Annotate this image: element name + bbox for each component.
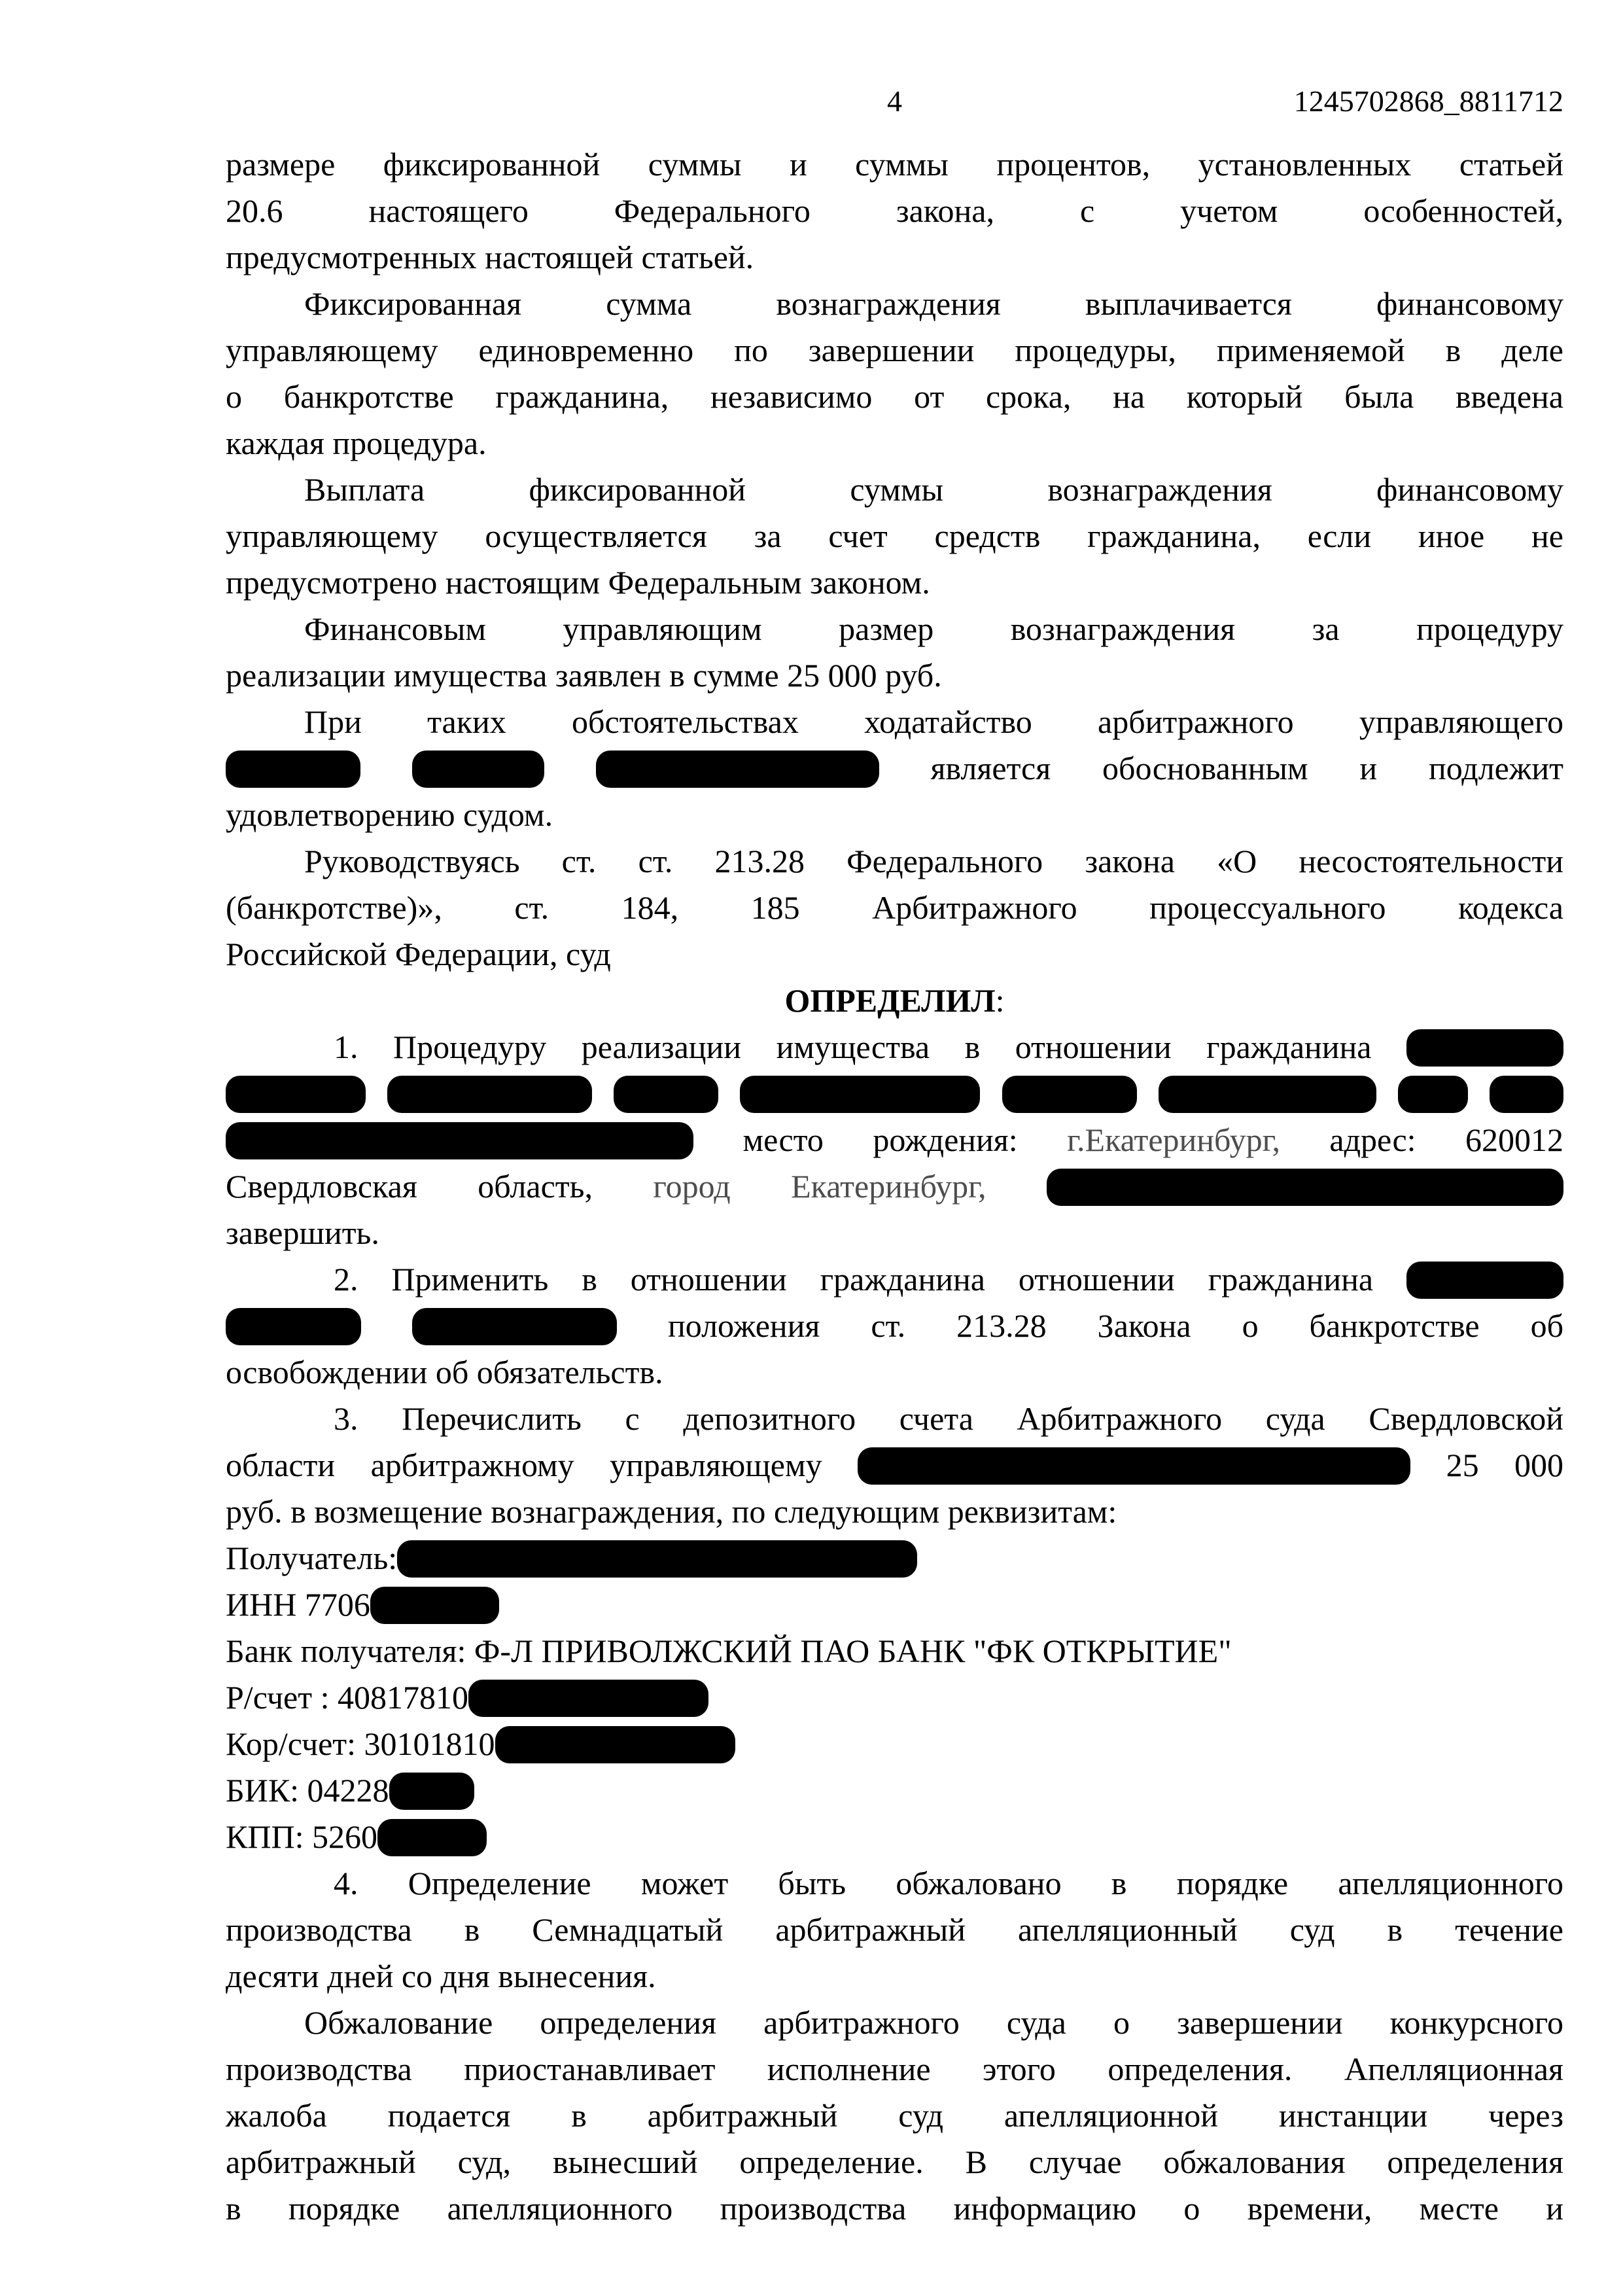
text-run: предусмотренных настоящей статьей. bbox=[226, 239, 754, 275]
redaction-bar bbox=[858, 1447, 1410, 1485]
document-id: 1245702868_8811712 bbox=[1293, 84, 1563, 118]
redaction-bar bbox=[397, 1540, 917, 1578]
text-run: Выплата фиксированной суммы вознаграждения финансовому bbox=[304, 471, 1563, 508]
text-run: 4. Определение может быть обжаловано в порядке апелляционного bbox=[334, 1865, 1563, 1901]
text-line bbox=[226, 1814, 1563, 1860]
redaction-bar bbox=[1002, 1076, 1137, 1113]
text-run: управляющему осуществляется за счет средств гражданина, если иное не bbox=[226, 518, 1563, 554]
text-line bbox=[226, 838, 1563, 885]
text-run: производства в Семнадцатый арбитражный апелляционный суд в течение bbox=[226, 1911, 1563, 1948]
text-line bbox=[226, 1349, 1563, 1396]
text-run: удовлетворению судом. bbox=[226, 796, 553, 833]
text-run: положения ст. 213.28 Закона о банкротстве об bbox=[668, 1307, 1564, 1344]
text-line bbox=[226, 1721, 1563, 1767]
text-line bbox=[226, 1442, 1563, 1489]
text-run: десяти дней со дня вынесения. bbox=[226, 1958, 656, 1994]
text-line bbox=[226, 931, 1563, 978]
text-run: Кор/счет: 30101810 bbox=[226, 1725, 495, 1762]
text-run: производства приостанавливает исполнение этого определения. Апелляционная bbox=[226, 2051, 1563, 2087]
text-run: освобождении об обязательств. bbox=[226, 1354, 663, 1390]
text-run: в порядке апелляционного производства информацию о времени, месте и bbox=[226, 2190, 1563, 2227]
redaction-bar bbox=[495, 1726, 735, 1763]
text-line bbox=[226, 1628, 1563, 1674]
muted-text-run: г.Екатеринбург, bbox=[1067, 1122, 1280, 1158]
text-line bbox=[226, 978, 1563, 1024]
redaction-bar bbox=[1047, 1169, 1563, 1206]
muted-text-run: город Екатеринбург, bbox=[653, 1168, 986, 1205]
text-run: Финансовым управляющим размер вознаграждения за процедуру bbox=[304, 610, 1563, 647]
document-body bbox=[226, 141, 1563, 2232]
text-run: размере фиксированной суммы и суммы процентов, установленных статьей bbox=[226, 146, 1563, 183]
text-line bbox=[226, 374, 1563, 420]
text-line bbox=[226, 885, 1563, 931]
redaction-bar bbox=[1406, 1029, 1563, 1067]
text-run: руб. в возмещение вознаграждения, по следующим реквизитам: bbox=[226, 1493, 1117, 1530]
text-line bbox=[226, 234, 1563, 281]
text-run: области арбитражному управляющему bbox=[226, 1447, 822, 1483]
text-line bbox=[226, 467, 1563, 513]
redaction-bar bbox=[226, 1308, 361, 1345]
text-run: место рождения: bbox=[742, 1122, 1018, 1158]
text-run: является обоснованным и подлежит bbox=[930, 750, 1564, 786]
text-line bbox=[226, 1535, 1563, 1581]
text-run: Российской Федерации, суд bbox=[226, 936, 611, 972]
text-run: Обжалование определения арбитражного суда о завершении конкурсного bbox=[304, 2004, 1563, 2041]
page-number: 4 bbox=[887, 84, 902, 118]
redaction-bar bbox=[596, 751, 879, 788]
text-run: Р/счет : 40817810 bbox=[226, 1679, 468, 1716]
redaction-bar bbox=[387, 1076, 592, 1113]
text-run: Фиксированная сумма вознаграждения выплачивается финансовому bbox=[304, 285, 1563, 322]
redaction-bar bbox=[412, 751, 544, 788]
text-line bbox=[226, 1210, 1563, 1256]
text-line bbox=[226, 559, 1563, 606]
text-line bbox=[226, 1674, 1563, 1721]
redaction-bar bbox=[412, 1308, 617, 1345]
text-line bbox=[226, 1860, 1563, 1907]
text-line bbox=[226, 1953, 1563, 2000]
redaction-bar bbox=[1159, 1076, 1376, 1113]
text-line bbox=[226, 1070, 1563, 1117]
redaction-bar bbox=[377, 1819, 487, 1856]
text-line bbox=[226, 2185, 1563, 2232]
text-line bbox=[226, 606, 1563, 652]
redaction-bar bbox=[1490, 1076, 1563, 1113]
text-line bbox=[226, 1163, 1563, 1210]
text-line bbox=[226, 1907, 1563, 1953]
redaction-bar bbox=[226, 1076, 366, 1113]
text-run: каждая процедура. bbox=[226, 425, 487, 461]
text-run: 25 000 bbox=[1446, 1447, 1564, 1483]
redaction-bar bbox=[614, 1076, 718, 1113]
text-line bbox=[226, 1256, 1563, 1303]
text-run: Банк получателя: Ф-Л ПРИВОЛЖСКИЙ ПАО БАНК "ФК ОТКРЫТИЕ" bbox=[226, 1633, 1232, 1669]
text-line bbox=[226, 513, 1563, 559]
text-run: Получатель: bbox=[226, 1540, 398, 1576]
text-run: : bbox=[995, 982, 1005, 1019]
page-header bbox=[226, 84, 1563, 123]
redaction-bar bbox=[226, 1122, 693, 1159]
text-line bbox=[226, 1489, 1563, 1535]
text-run: БИК: 04228 bbox=[226, 1772, 389, 1809]
text-run: При таких обстоятельствах ходатайство арбитражного управляющего bbox=[304, 703, 1563, 740]
text-line bbox=[226, 1024, 1563, 1070]
redaction-bar bbox=[389, 1773, 474, 1810]
text-line bbox=[226, 188, 1563, 234]
text-line bbox=[226, 792, 1563, 838]
redaction-bar bbox=[740, 1076, 980, 1113]
text-line bbox=[226, 1581, 1563, 1628]
text-line bbox=[226, 699, 1563, 745]
text-line bbox=[226, 1117, 1563, 1163]
text-line bbox=[226, 281, 1563, 327]
text-run: предусмотрено настоящим Федеральным законом. bbox=[226, 564, 930, 601]
text-run: ИНН 7706 bbox=[226, 1586, 370, 1623]
text-run: реализации имущества заявлен в сумме 25 000 руб. bbox=[226, 657, 942, 694]
redaction-bar bbox=[1398, 1076, 1468, 1113]
text-run: адрес: 620012 bbox=[1329, 1122, 1564, 1158]
text-run: о банкротстве гражданина, независимо от срока, на который была введена bbox=[226, 378, 1563, 415]
text-run: управляющему единовременно по завершении процедуры, применяемой в деле bbox=[226, 332, 1563, 368]
text-run: жалоба подается в арбитражный суд апелляционной инстанции через bbox=[226, 2097, 1563, 2134]
redaction-bar bbox=[1406, 1262, 1563, 1299]
text-line bbox=[226, 420, 1563, 467]
text-line bbox=[226, 141, 1563, 188]
text-run: (банкротстве)», ст. 184, 185 Арбитражного процессуального кодекса bbox=[226, 889, 1563, 926]
text-line bbox=[226, 2093, 1563, 2139]
text-line bbox=[226, 2046, 1563, 2093]
text-run: 1. Процедуру реализации имущества в отношении гражданина bbox=[334, 1029, 1372, 1065]
text-line bbox=[226, 2000, 1563, 2046]
text-run: Руководствуясь ст. ст. 213.28 Федерального закона «О несостоятельности bbox=[304, 843, 1563, 879]
text-run: ОПРЕДЕЛИЛ bbox=[784, 982, 996, 1019]
text-line bbox=[226, 745, 1563, 792]
text-line bbox=[226, 1767, 1563, 1814]
redaction-bar bbox=[468, 1680, 708, 1717]
text-run: 2. Применить в отношении гражданина отношении гражданина bbox=[334, 1261, 1374, 1298]
text-line bbox=[226, 327, 1563, 374]
text-line bbox=[226, 2139, 1563, 2185]
text-line bbox=[226, 652, 1563, 699]
text-run: 3. Перечислить с депозитного счета Арбитражного суда Свердловской bbox=[334, 1400, 1563, 1437]
text-line bbox=[226, 1396, 1563, 1442]
text-run: 20.6 настоящего Федерального закона, с учетом особенностей, bbox=[226, 192, 1563, 229]
redaction-bar bbox=[226, 751, 360, 788]
text-run: завершить. bbox=[226, 1214, 379, 1251]
redaction-bar bbox=[370, 1587, 499, 1624]
text-run: Свердловская область, bbox=[226, 1168, 593, 1205]
text-line bbox=[226, 1303, 1563, 1349]
text-run: арбитражный суд, вынесший определение. В случае обжалования определения bbox=[226, 2144, 1563, 2180]
text-run: КПП: 5260 bbox=[226, 1818, 377, 1855]
